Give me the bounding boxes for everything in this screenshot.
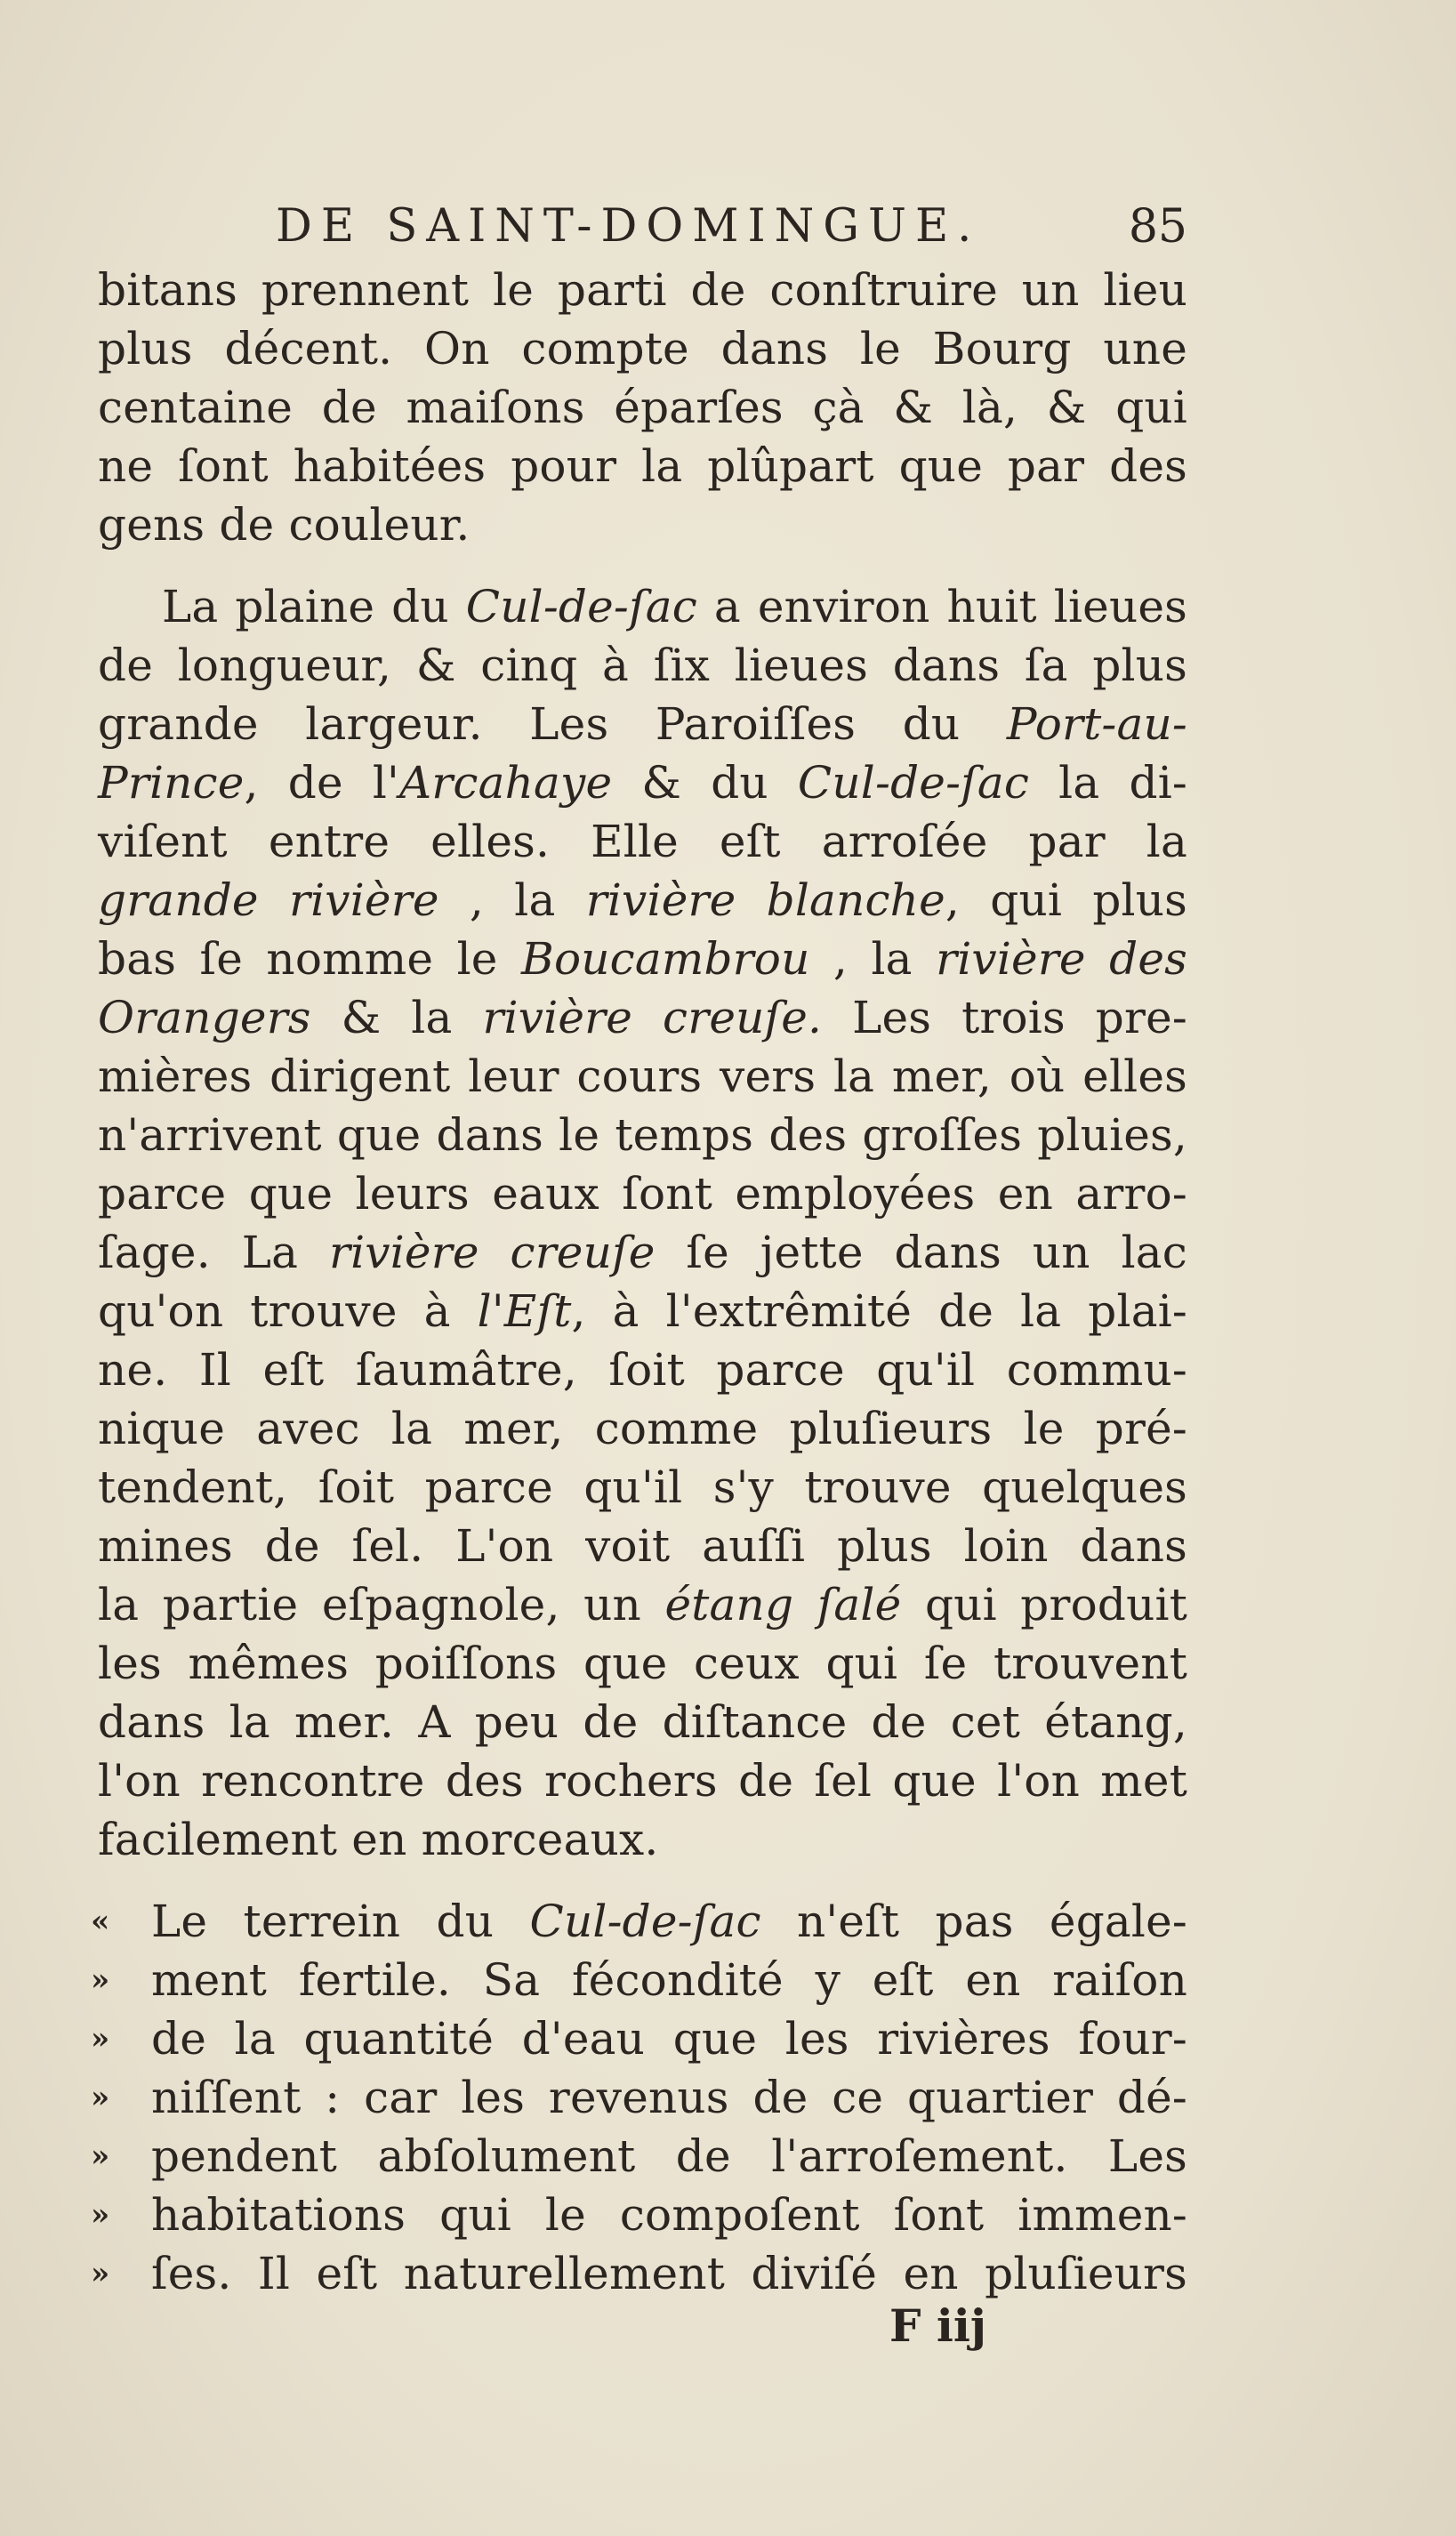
text-line: Prince, de l'Arcahaye & du Cul-de-ſac la di-	[98, 757, 1187, 809]
paragraph-gap	[98, 554, 1187, 577]
continuation-quote-mark: »	[91, 2138, 110, 2174]
text-line: mines de ſel. L'on voit auſſi plus loin dans	[98, 1520, 1187, 1572]
text-line: plus décent. On compte dans le Bourg une	[98, 323, 1187, 374]
text-line: tendent, ſoit parce qu'il s'y trouve quelques	[98, 1461, 1187, 1513]
quote-line: » ſes. Il eſt naturellement diviſé en pluſieurs	[98, 2244, 1187, 2303]
text-line: grande rivière , la rivière blanche, qui plus	[98, 874, 1187, 926]
page-content	[91, 200, 1188, 2303]
paragraph-1	[98, 261, 1187, 554]
text-line: de longueur, & cinq à ſix lieues dans ſa plus	[98, 640, 1187, 691]
quoted-passage	[91, 1892, 1187, 2303]
running-head: DE SAINT-DOMINGUE.	[276, 200, 981, 253]
quote-line: » ment fertile. Sa fécondité y eſt en raiſon	[98, 1951, 1187, 2009]
quote-line: » pendent abſolument de l'arroſement. Les	[98, 2127, 1187, 2186]
text-line: ſage. La rivière creuſe ſe jette dans un lac	[98, 1227, 1187, 1278]
text-line: facilement en morceaux.	[98, 1814, 659, 1865]
continuation-quote-mark: »	[91, 2256, 110, 2291]
page-number: 85	[1128, 200, 1187, 254]
quote-line: » de la quantité d'eau que les rivières four-	[98, 2009, 1187, 2068]
open-quote-mark: «	[91, 1904, 110, 1939]
text-line: nique avec la mer, comme pluſieurs le pré-	[98, 1403, 1187, 1454]
page-header	[98, 200, 1187, 254]
quote-line: » niſſent : car les revenus de ce quartier dé-	[98, 2068, 1187, 2127]
text-line: l'on rencontre des rochers de ſel que l'on met	[98, 1755, 1187, 1807]
text-line: la partie eſpagnole, un étang ſalé qui produit	[98, 1579, 1188, 1630]
text-line: ne. Il eſt ſaumâtre, ſoit parce qu'il commu-	[98, 1344, 1187, 1396]
text-line: Orangers & la rivière creuſe. Les trois pre-	[98, 992, 1187, 1043]
paragraph-2	[98, 577, 1187, 1869]
text-line: bas ſe nomme le Boucambrou , la rivière des	[98, 933, 1187, 985]
text-line: viſent entre elles. Elle eſt arroſée par la	[98, 816, 1187, 867]
quote-line: « Le terrein du Cul-de-ſac n'eſt pas égale-	[98, 1892, 1187, 1951]
text-line: ne ſont habitées pour la plûpart que par des	[98, 440, 1187, 492]
continuation-quote-mark: »	[91, 2080, 110, 2115]
text-line: parce que leurs eaux ſont employées en arro-	[98, 1168, 1187, 1220]
text-line: bitans prennent le parti de conſtruire un lieu	[98, 264, 1187, 316]
signature-mark: F iij	[889, 2299, 986, 2352]
text-line: La plaine du Cul-de-ſac a environ huit lieues	[162, 581, 1187, 632]
paragraph-gap	[98, 1869, 1187, 1892]
text-line: mières dirigent leur cours vers la mer, où elles	[98, 1051, 1187, 1102]
text-line: n'arrivent que dans le temps des groſſes pluies,	[98, 1109, 1187, 1161]
continuation-quote-mark: »	[91, 2021, 110, 2057]
text-line: dans la mer. A peu de diſtance de cet étang,	[98, 1696, 1187, 1748]
text-line: grande largeur. Les Paroiſſes du Port-au-	[98, 698, 1187, 750]
quote-line: » habitations qui le compoſent ſont immen-	[98, 2186, 1187, 2244]
text-line: les mêmes poiſſons que ceux qui ſe trouvent	[98, 1638, 1187, 1689]
continuation-quote-mark: »	[91, 2197, 110, 2233]
continuation-quote-mark: »	[91, 1962, 110, 1998]
text-line: qu'on trouve à l'Eſt, à l'extrêmité de la plai-	[98, 1285, 1188, 1337]
text-line: gens de couleur.	[98, 499, 471, 551]
text-line: centaine de maiſons éparſes çà & là, & qui	[98, 382, 1187, 433]
